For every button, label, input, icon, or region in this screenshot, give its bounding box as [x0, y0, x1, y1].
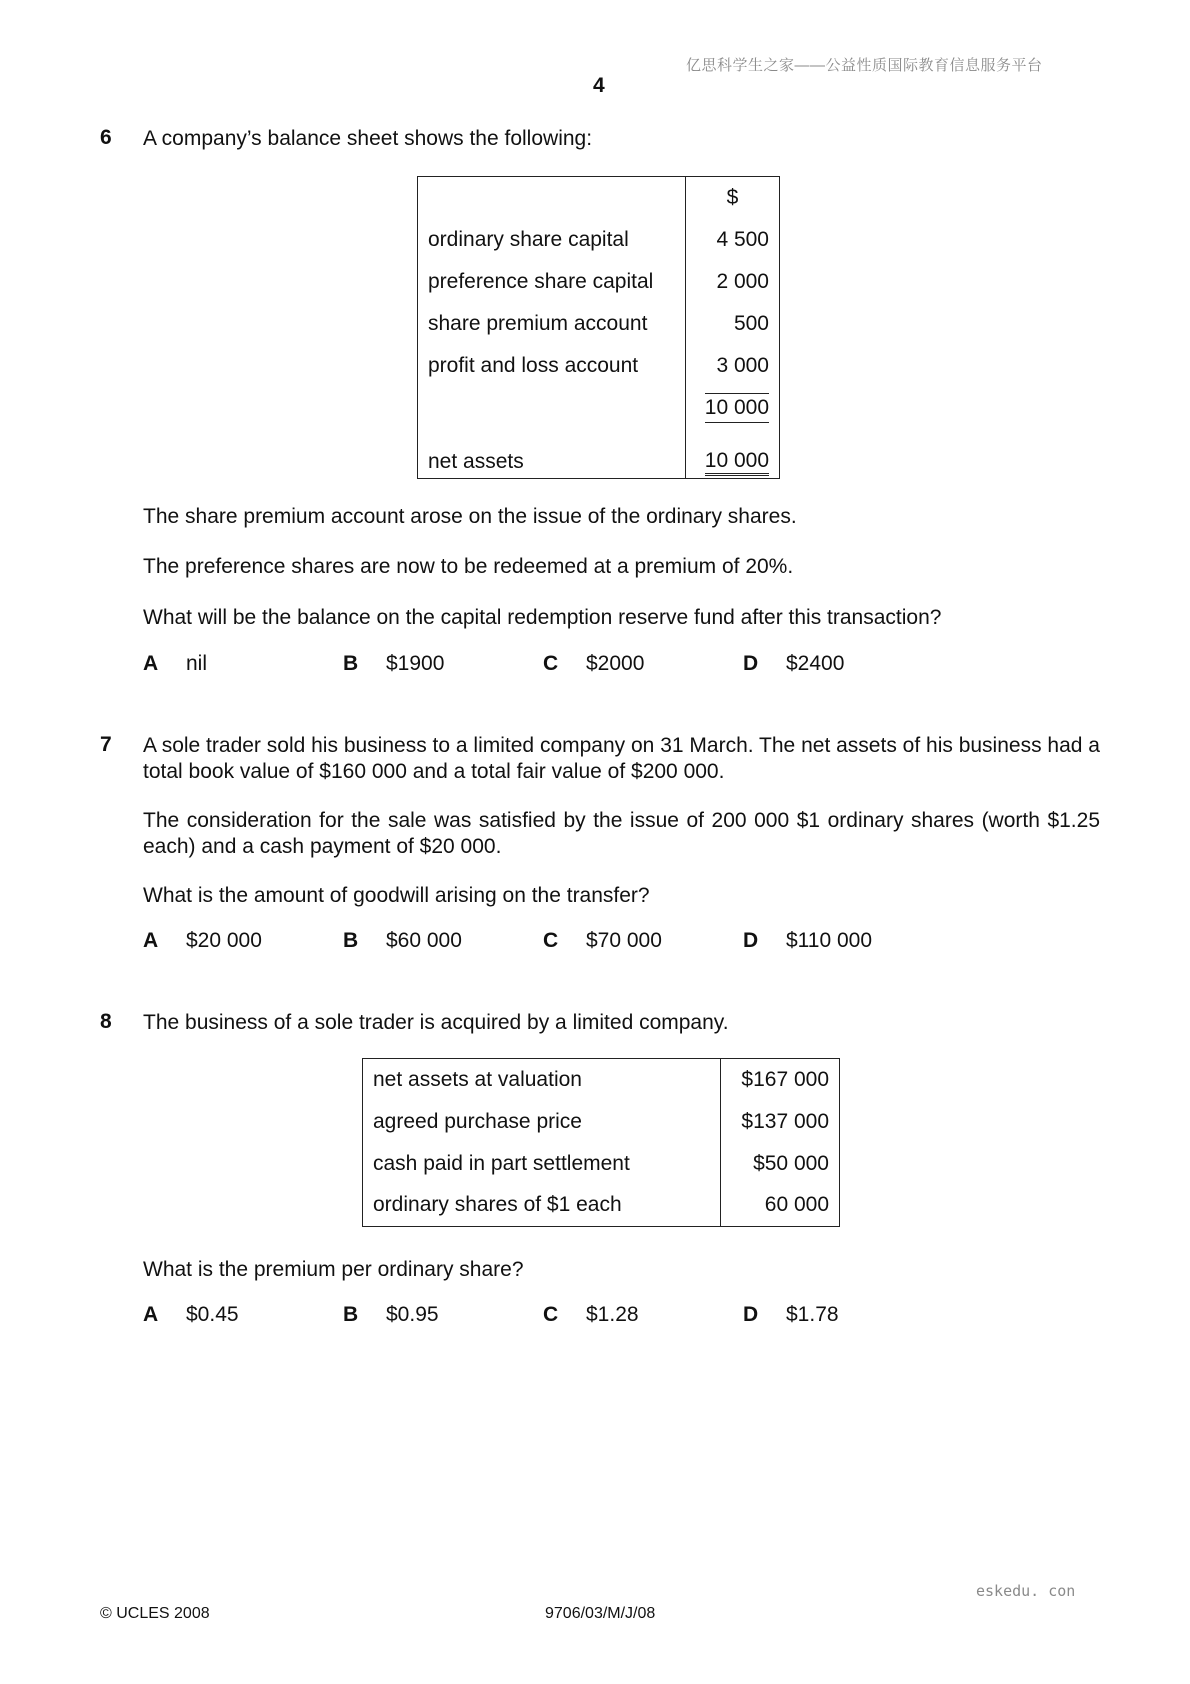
table-row — [363, 1185, 840, 1227]
q6-subtotal: 10 000 — [705, 393, 769, 423]
table-row — [418, 219, 780, 261]
footer-copyright: © UCLES 2008 — [100, 1605, 210, 1622]
question-8-number: 8 — [100, 1010, 112, 1033]
footer-site-watermark: eskedu. con — [976, 1582, 1076, 1600]
footer-paper-code: 9706/03/M/J/08 — [545, 1605, 656, 1622]
header-watermark: 亿思科学生之家——公益性质国际教育信息服务平台 — [686, 57, 1043, 74]
q8-row-value: $137 000 — [721, 1101, 840, 1143]
q6-row-label: preference share capital — [428, 269, 654, 293]
question-6-number: 6 — [100, 126, 112, 149]
q6-options: A nil B $1900 C $2000 D $2400 — [143, 652, 845, 675]
q7-paragraph-2: The consideration for the sale was satisfied by the issue of 200 000 $1 ordinary shares (worth $1.25 each) and a cash payment of $20 000. — [143, 809, 1100, 858]
table-row — [418, 429, 780, 479]
q6-net-assets-label: net assets — [428, 450, 524, 473]
page-number: 4 — [593, 74, 605, 97]
table-row — [363, 1101, 840, 1143]
q8-row-label: ordinary shares of $1 each — [373, 1193, 622, 1217]
table-row — [418, 387, 780, 429]
q8-row-label: cash paid in part settlement — [373, 1151, 630, 1175]
question-7-number: 7 — [100, 733, 112, 756]
q8-row-value: $50 000 — [721, 1143, 840, 1185]
q8-question: What is the premium per ordinary share? — [143, 1258, 524, 1281]
q8-acquisition-table — [362, 1058, 840, 1227]
q6-row-label: share premium account — [428, 311, 648, 335]
question-6-intro: A company’s balance sheet shows the following: — [143, 127, 593, 150]
q8-row-value: 60 000 — [721, 1185, 840, 1227]
q8-row-label: agreed purchase price — [373, 1109, 582, 1133]
q6-row-value: 4 500 — [686, 219, 780, 261]
q6-row-value: 500 — [686, 303, 780, 345]
q7-paragraph-1: A sole trader sold his business to a limited company on 31 March. The net assets of his business had a total book value of $160 000 and a total fair value of $200 000. — [143, 734, 1100, 783]
q8-row-label: net assets at valuation — [373, 1067, 582, 1091]
table-row — [418, 345, 780, 387]
q7-question: What is the amount of goodwill arising on the transfer? — [143, 884, 650, 907]
q6-question: What will be the balance on the capital redemption reserve fund after this transaction? — [143, 606, 942, 629]
table-row — [418, 261, 780, 303]
q6-currency-header: $ — [686, 177, 780, 219]
q7-options: A $20 000 B $60 000 C $70 000 D $110 000 — [143, 929, 873, 952]
table-row — [363, 1059, 840, 1101]
q6-balance-sheet-table — [417, 176, 780, 479]
table-row — [363, 1143, 840, 1185]
q6-row-value: 2 000 — [686, 261, 780, 303]
q8-options: A $0.45 B $0.95 C $1.28 D $1.78 — [143, 1303, 839, 1326]
table-row — [418, 303, 780, 345]
q6-net-assets-value: 10 000 — [705, 449, 769, 476]
q6-line-2: The preference shares are now to be redeemed at a premium of 20%. — [143, 555, 794, 578]
q6-line-1: The share premium account arose on the issue of the ordinary shares. — [143, 505, 797, 528]
q8-row-value: $167 000 — [721, 1059, 840, 1101]
q8-intro: The business of a sole trader is acquired by a limited company. — [143, 1011, 729, 1034]
q6-row-value: 3 000 — [686, 345, 780, 387]
q6-row-label: ordinary share capital — [428, 227, 629, 251]
q6-row-label: profit and loss account — [428, 353, 639, 377]
